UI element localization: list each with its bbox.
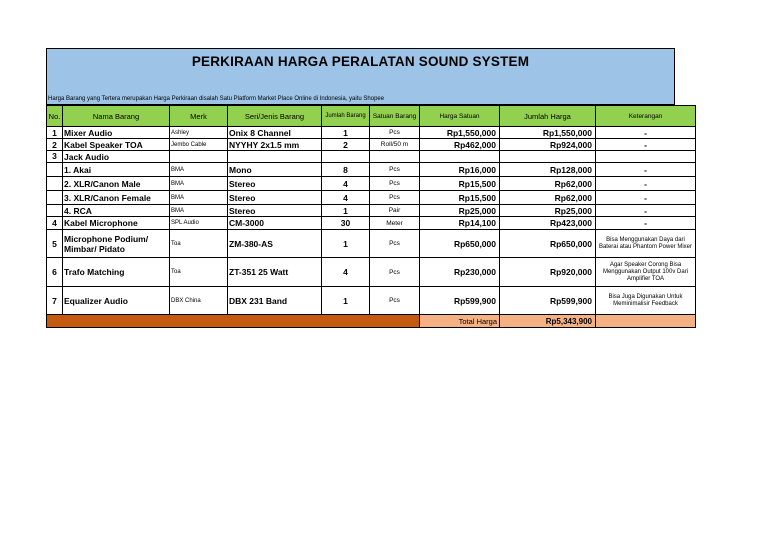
cell-keterangan[interactable]: - [596,217,696,230]
cell-jumlah-harga[interactable]: Rp62,000 [500,177,596,191]
cell-no[interactable] [47,205,63,217]
cell-harga-satuan[interactable]: Rp15,500 [420,177,500,191]
cell-keterangan[interactable]: Bisa Menggunakan Daya dari Baterai atau Phantom Power Mixer [596,230,696,258]
cell-merk[interactable]: DBX China [170,287,228,315]
cell-no[interactable]: 5 [47,230,63,258]
cell-keterangan[interactable]: - [596,139,696,151]
cell-merk[interactable]: Jembo Cable [170,139,228,151]
table-row [47,287,696,315]
cell-keterangan[interactable]: Bisa Juga Digunakan Untuk Meminimalisir Feedback [596,287,696,315]
cell-merk[interactable]: BMA [170,163,228,177]
total-spacer [47,315,420,328]
table-row [47,139,696,151]
cell-harga-satuan[interactable]: Rp230,000 [420,258,500,287]
cell-merk[interactable]: SPL Audio [170,217,228,230]
cell-seri[interactable]: CM-3000 [228,217,322,230]
table-row [47,127,696,139]
price-note: Harga Barang yang Tertera merupakan Harga Perkiraan disalah Satu Platform Market Place Online di Indonesia, yaitu Shopee [48,96,385,102]
sheet-title: PERKIRAAN HARGA PERALATAN SOUND SYSTEM [191,54,530,69]
cell-merk[interactable]: BMA [170,205,228,217]
cell-nama[interactable]: Mixer Audio [63,127,170,139]
cell-seri[interactable]: Stereo [228,191,322,205]
cell-satuan[interactable]: Meter [370,217,420,230]
cell-keterangan[interactable]: - [596,177,696,191]
cell-seri[interactable]: Onix 8 Channel [228,127,322,139]
title-banner [46,48,675,105]
table-row [47,191,696,205]
cell-nama[interactable]: Trafo Matching [63,258,170,287]
cell-nama[interactable]: Microphone Podium/ Mimbar/ Pidato [63,230,170,258]
cell-no[interactable]: 6 [47,258,63,287]
table-row [47,151,696,163]
table-body [47,127,696,315]
cell-harga-satuan[interactable]: Rp25,000 [420,205,500,217]
table-row [47,177,696,191]
cell-no[interactable]: 2 [47,139,63,151]
column-header-row [47,106,696,127]
col-jumlah[interactable]: Jumlah Barang [322,106,370,127]
cell-jumlah[interactable]: 1 [322,287,370,315]
cell-no[interactable]: 7 [47,287,63,315]
total-row [47,315,696,328]
cell-harga-satuan[interactable]: Rp462,000 [420,139,500,151]
cell-nama[interactable]: 3. XLR/Canon Female [63,191,170,205]
cell-merk[interactable] [170,151,228,163]
cell-nama[interactable]: Jack Audio [63,151,170,163]
cell-jumlah-harga[interactable]: Rp1,550,000 [500,127,596,139]
cell-satuan[interactable]: Pcs [370,163,420,177]
cell-jumlah[interactable]: 4 [322,258,370,287]
cell-jumlah[interactable]: 1 [322,230,370,258]
cell-satuan[interactable]: Pair [370,205,420,217]
cell-jumlah-harga[interactable] [500,151,596,163]
cell-jumlah[interactable]: 30 [322,217,370,230]
cell-harga-satuan[interactable]: Rp650,000 [420,230,500,258]
cell-merk[interactable]: BMA [170,177,228,191]
cell-seri[interactable] [228,151,322,163]
price-table [46,105,696,328]
cell-keterangan[interactable] [596,151,696,163]
cell-seri[interactable]: Stereo [228,177,322,191]
cell-harga-satuan[interactable]: Rp599,900 [420,287,500,315]
cell-satuan[interactable]: Pcs [370,191,420,205]
total-label[interactable]: Total Harga [420,315,500,328]
cell-seri[interactable]: DBX 231 Band [228,287,322,315]
table-row [47,258,696,287]
cell-jumlah[interactable]: 4 [322,177,370,191]
cell-jumlah[interactable]: 2 [322,139,370,151]
col-no[interactable]: No. [47,106,63,127]
cell-jumlah[interactable]: 1 [322,205,370,217]
cell-harga-satuan[interactable]: Rp15,500 [420,191,500,205]
cell-jumlah-harga[interactable]: Rp650,000 [500,230,596,258]
col-harga-satuan[interactable]: Harga Satuan [420,106,500,127]
total-value[interactable]: Rp5,343,900 [500,315,596,328]
cell-jumlah-harga[interactable]: Rp62,000 [500,191,596,205]
cell-keterangan[interactable]: - [596,127,696,139]
cell-seri[interactable]: Mono [228,163,322,177]
table-row [47,163,696,177]
cell-keterangan[interactable]: Agar Speaker Corong Bisa Menggunakan Output 100v Dari Amplifier TOA [596,258,696,287]
cell-jumlah[interactable]: 8 [322,163,370,177]
cell-jumlah[interactable] [322,151,370,163]
cell-harga-satuan[interactable]: Rp14,100 [420,217,500,230]
table-row [47,217,696,230]
cell-satuan[interactable]: Roll/50 m [370,139,420,151]
col-satuan[interactable]: Satuan Barang [370,106,420,127]
cell-keterangan[interactable]: - [596,205,696,217]
cell-no[interactable]: 1 [47,127,63,139]
cell-jumlah[interactable]: 4 [322,191,370,205]
cell-harga-satuan[interactable]: Rp1,550,000 [420,127,500,139]
cell-nama[interactable]: 1. Akai [63,163,170,177]
total-ket[interactable] [596,315,696,328]
cell-jumlah-harga[interactable]: Rp924,000 [500,139,596,151]
cell-satuan[interactable]: Pcs [370,177,420,191]
table-row [47,230,696,258]
cell-jumlah-harga[interactable]: Rp599,900 [500,287,596,315]
col-keterangan[interactable]: Keterangan [596,106,696,127]
cell-no[interactable] [47,177,63,191]
cell-satuan[interactable]: Pcs [370,258,420,287]
cell-no[interactable]: 3 [47,151,63,163]
cell-harga-satuan[interactable]: Rp16,000 [420,163,500,177]
cell-no[interactable] [47,191,63,205]
cell-satuan[interactable] [370,151,420,163]
cell-jumlah-harga[interactable]: Rp128,000 [500,163,596,177]
col-jumlah-harga[interactable]: Jumlah Harga [500,106,596,127]
cell-keterangan[interactable]: - [596,191,696,205]
cell-keterangan[interactable]: - [596,163,696,177]
cell-jumlah-harga[interactable]: Rp920,000 [500,258,596,287]
cell-nama[interactable]: Equalizer Audio [63,287,170,315]
cell-satuan[interactable]: Pcs [370,230,420,258]
cell-nama[interactable]: Kabel Speaker TOA [63,139,170,151]
cell-seri[interactable]: NYYHY 2x1.5 mm [228,139,322,151]
cell-merk[interactable]: Toa [170,258,228,287]
table-row [47,205,696,217]
cell-jumlah[interactable]: 1 [322,127,370,139]
col-nama[interactable]: Nama Barang [63,106,170,127]
cell-no[interactable] [47,163,63,177]
cell-merk[interactable]: BMA [170,191,228,205]
cell-jumlah-harga[interactable]: Rp25,000 [500,205,596,217]
col-merk[interactable]: Merk [170,106,228,127]
spreadsheet [46,48,693,328]
cell-seri[interactable]: ZM-380-AS [228,230,322,258]
col-seri[interactable]: Seri/Jenis Barang [228,106,322,127]
cell-harga-satuan[interactable] [420,151,500,163]
cell-merk[interactable]: Ashley [170,127,228,139]
cell-no[interactable]: 4 [47,217,63,230]
cell-satuan[interactable]: Pcs [370,287,420,315]
cell-jumlah-harga[interactable]: Rp423,000 [500,217,596,230]
cell-seri[interactable]: ZT-351 25 Watt [228,258,322,287]
cell-nama[interactable]: 2. XLR/Canon Male [63,177,170,191]
cell-satuan[interactable]: Pcs [370,127,420,139]
cell-merk[interactable]: Toa [170,230,228,258]
cell-nama[interactable]: 4. RCA [63,205,170,217]
cell-seri[interactable]: Stereo [228,205,322,217]
cell-nama[interactable]: Kabel Microphone [63,217,170,230]
